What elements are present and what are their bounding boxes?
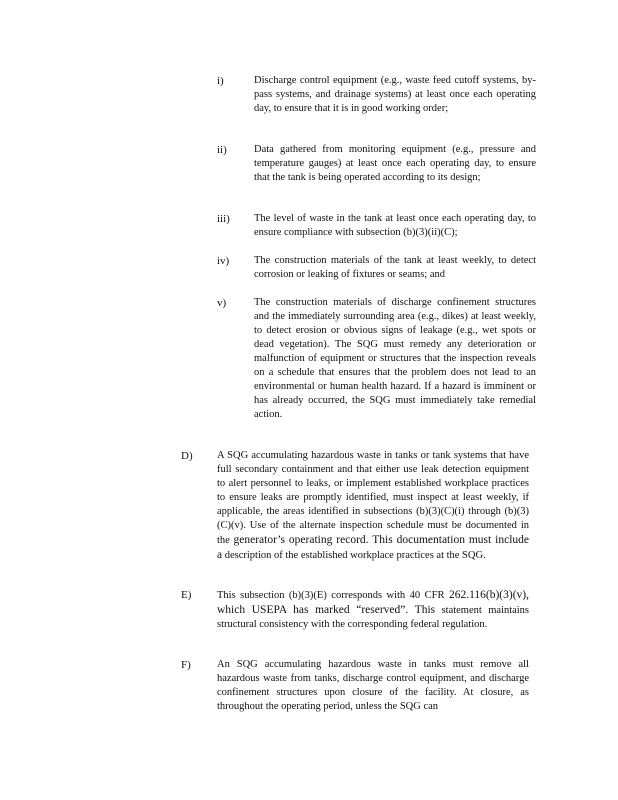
item-text: The level of waste in the tank at least once each operating day, to ensure compliance with subsection (b)(3)(ii)(C); (254, 213, 536, 238)
item-text: The construction materials of the tank at least weekly, to detect corrosion or leaking of fixtures or seams; and (254, 255, 536, 280)
item-label: E) (181, 589, 192, 601)
item-text: An SQG accumulating hazardous waste in tanks must remove all hazardous waste from tanks, discharge control equipment, and discharge confinement structures upon closure of the facility. At closure, as throughout the operating period, unless the SQG can (217, 659, 529, 712)
item-text-part: statement maintains structural consistency with the corresponding federal regulation. (217, 605, 530, 630)
item-label: i) (217, 75, 224, 87)
item-text (217, 588, 529, 632)
item-text: The construction materials of discharge confinement structures and the immediately surrounding area (e.g., dikes) at least weekly, to detect erosion or obvious signs of leakage (e.g., wet spots or dead vegetation). The SQG must remedy any deterioration or malfunction of equipment or structures that the inspection reveals on a schedule that ensures that the problem does not lead to an environmental or human health hazard. If a hazard is imminent or has already occurred, the SQG must immediately take remedial action. (254, 297, 536, 420)
item-text-part: generator’s operating record. This documentation must include a (217, 534, 529, 561)
item-text-part: description of the established workplace practices at the SQG. (224, 550, 486, 561)
item-text: Discharge control equipment (e.g., waste feed cutoff systems, by-pass systems, and drainage systems) at least once each operating day, to ensure that it is in good working order; (254, 75, 536, 114)
item-text: Data gathered from monitoring equipment (e.g., pressure and temperature gauges) at least once each operating day, to ensure that the tank is being operated according to its design; (254, 144, 536, 183)
item-label: F) (181, 659, 191, 671)
item-text (217, 449, 529, 563)
item-label: iii) (217, 213, 230, 225)
item-label: D) (181, 450, 193, 462)
item-label: iv) (217, 255, 230, 267)
item-text-part: 262.116(b)(3)(v), which USEPA has marked “reserved”. This (217, 589, 530, 616)
item-label: v) (217, 297, 227, 309)
item-label: ii) (217, 144, 227, 156)
item-text-part: This subsection (b)(3)(E) corresponds with 40 CFR (217, 590, 445, 601)
item-text-part: A SQG accumulating hazardous waste in tanks or tank systems that have full secondary containment and that either use leak detection equipment to alert personnel to leaks, or implement established workplace practices to ensure leaks are promptly identified, must inspect at least weekly, if applicable, the areas identified in subsections (b)(3)(C)(i) through (b)(3)(C)(v). Use of the alternate inspection schedule must be documented in the (217, 450, 529, 546)
